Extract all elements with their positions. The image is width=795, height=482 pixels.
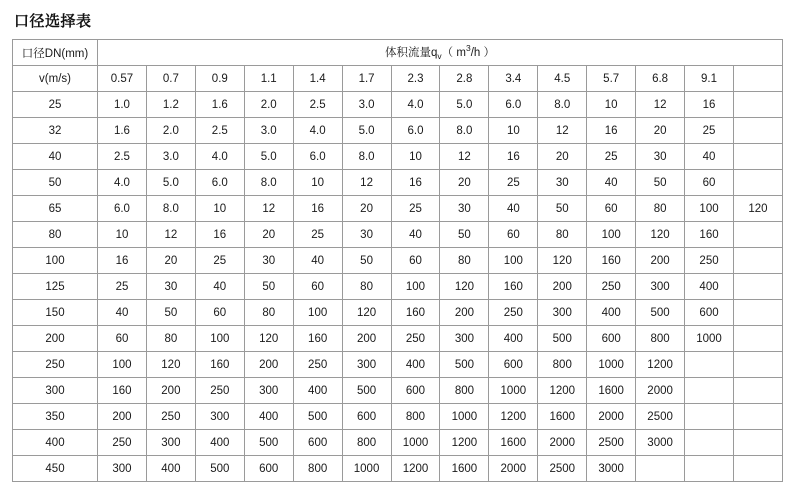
data-cell: 6.0 bbox=[98, 196, 147, 222]
data-cell: 400 bbox=[391, 352, 440, 378]
row-header-dn: 250 bbox=[13, 352, 98, 378]
data-cell: 1200 bbox=[636, 352, 685, 378]
data-cell: 30 bbox=[538, 170, 587, 196]
flow-label-prefix: 体积流量q bbox=[385, 47, 438, 60]
table-row bbox=[13, 378, 783, 404]
data-cell: 2000 bbox=[587, 404, 636, 430]
data-cell: 800 bbox=[440, 378, 489, 404]
data-cell bbox=[636, 456, 685, 482]
data-cell: 160 bbox=[391, 300, 440, 326]
data-cell: 120 bbox=[342, 300, 391, 326]
data-cell: 20 bbox=[538, 144, 587, 170]
data-cell: 1200 bbox=[391, 456, 440, 482]
row-header-dn: 65 bbox=[13, 196, 98, 222]
data-cell: 25 bbox=[98, 274, 147, 300]
data-cell: 5.0 bbox=[146, 170, 195, 196]
row-header-dn: 25 bbox=[13, 92, 98, 118]
data-cell: 40 bbox=[98, 300, 147, 326]
data-cell: 10 bbox=[195, 196, 244, 222]
data-cell: 8.0 bbox=[146, 196, 195, 222]
data-cell: 400 bbox=[244, 404, 293, 430]
velocity-cell: 2.3 bbox=[391, 66, 440, 92]
data-cell: 80 bbox=[146, 326, 195, 352]
data-cell: 60 bbox=[685, 170, 734, 196]
data-cell: 100 bbox=[489, 248, 538, 274]
data-cell: 1.6 bbox=[195, 92, 244, 118]
data-cell: 2500 bbox=[587, 430, 636, 456]
data-cell: 200 bbox=[342, 326, 391, 352]
data-cell: 400 bbox=[195, 430, 244, 456]
data-cell bbox=[733, 404, 782, 430]
data-cell: 100 bbox=[195, 326, 244, 352]
data-cell: 10 bbox=[391, 144, 440, 170]
velocity-cell: 9.1 bbox=[685, 66, 734, 92]
row-header-dn: 50 bbox=[13, 170, 98, 196]
velocity-cell: 4.5 bbox=[538, 66, 587, 92]
data-cell: 250 bbox=[685, 248, 734, 274]
data-cell bbox=[685, 352, 734, 378]
data-cell: 40 bbox=[293, 248, 342, 274]
data-cell bbox=[733, 248, 782, 274]
data-cell: 300 bbox=[342, 352, 391, 378]
row-header-dn: 125 bbox=[13, 274, 98, 300]
table-row bbox=[13, 274, 783, 300]
data-cell bbox=[685, 456, 734, 482]
data-cell: 300 bbox=[146, 430, 195, 456]
table-row bbox=[13, 144, 783, 170]
data-cell: 40 bbox=[391, 222, 440, 248]
table-row bbox=[13, 430, 783, 456]
data-cell bbox=[733, 430, 782, 456]
data-cell: 12 bbox=[440, 144, 489, 170]
data-cell: 1600 bbox=[538, 404, 587, 430]
data-cell: 120 bbox=[733, 196, 782, 222]
velocity-cell: 2.8 bbox=[440, 66, 489, 92]
velocity-row-label: v(m/s) bbox=[13, 66, 98, 92]
table-row bbox=[13, 248, 783, 274]
data-cell: 50 bbox=[538, 196, 587, 222]
data-cell: 160 bbox=[98, 378, 147, 404]
data-cell: 120 bbox=[244, 326, 293, 352]
table-row bbox=[13, 222, 783, 248]
data-cell: 8.0 bbox=[244, 170, 293, 196]
data-cell: 20 bbox=[440, 170, 489, 196]
data-cell: 30 bbox=[636, 144, 685, 170]
data-cell: 80 bbox=[440, 248, 489, 274]
data-cell: 2000 bbox=[538, 430, 587, 456]
data-cell: 200 bbox=[98, 404, 147, 430]
data-cell bbox=[733, 92, 782, 118]
table-row bbox=[13, 196, 783, 222]
data-cell: 50 bbox=[146, 300, 195, 326]
data-cell: 600 bbox=[244, 456, 293, 482]
data-cell: 5.0 bbox=[440, 92, 489, 118]
data-cell: 60 bbox=[587, 196, 636, 222]
flow-label-close: /h ） bbox=[470, 47, 495, 60]
row-header-dn: 350 bbox=[13, 404, 98, 430]
data-cell: 4.0 bbox=[98, 170, 147, 196]
row-header-dn: 300 bbox=[13, 378, 98, 404]
data-cell: 3000 bbox=[636, 430, 685, 456]
data-cell: 500 bbox=[244, 430, 293, 456]
data-cell: 40 bbox=[685, 144, 734, 170]
data-cell: 16 bbox=[293, 196, 342, 222]
data-cell: 100 bbox=[587, 222, 636, 248]
data-cell: 16 bbox=[195, 222, 244, 248]
data-cell: 600 bbox=[489, 352, 538, 378]
data-cell: 300 bbox=[244, 378, 293, 404]
data-cell: 8.0 bbox=[440, 118, 489, 144]
data-cell: 60 bbox=[391, 248, 440, 274]
data-cell bbox=[733, 456, 782, 482]
data-cell: 600 bbox=[685, 300, 734, 326]
velocity-row bbox=[13, 66, 783, 92]
data-cell: 200 bbox=[538, 274, 587, 300]
table-row bbox=[13, 170, 783, 196]
data-cell: 25 bbox=[685, 118, 734, 144]
data-cell: 500 bbox=[342, 378, 391, 404]
data-cell: 12 bbox=[636, 92, 685, 118]
data-cell: 4.0 bbox=[391, 92, 440, 118]
data-cell: 12 bbox=[342, 170, 391, 196]
data-cell bbox=[685, 404, 734, 430]
velocity-cell: 0.9 bbox=[195, 66, 244, 92]
data-cell: 6.0 bbox=[391, 118, 440, 144]
data-cell: 1200 bbox=[440, 430, 489, 456]
data-cell: 400 bbox=[489, 326, 538, 352]
data-cell: 200 bbox=[636, 248, 685, 274]
data-cell: 50 bbox=[244, 274, 293, 300]
data-cell: 800 bbox=[391, 404, 440, 430]
data-cell: 60 bbox=[293, 274, 342, 300]
data-cell: 16 bbox=[98, 248, 147, 274]
data-cell: 25 bbox=[293, 222, 342, 248]
data-cell: 20 bbox=[244, 222, 293, 248]
data-cell: 10 bbox=[293, 170, 342, 196]
row-header-dn: 200 bbox=[13, 326, 98, 352]
data-cell: 800 bbox=[636, 326, 685, 352]
data-cell bbox=[733, 300, 782, 326]
data-cell: 2.5 bbox=[195, 118, 244, 144]
data-cell: 1000 bbox=[440, 404, 489, 430]
data-cell: 400 bbox=[587, 300, 636, 326]
data-cell: 60 bbox=[489, 222, 538, 248]
data-cell: 120 bbox=[538, 248, 587, 274]
data-cell bbox=[733, 170, 782, 196]
data-cell: 400 bbox=[293, 378, 342, 404]
data-cell: 120 bbox=[440, 274, 489, 300]
data-cell: 6.0 bbox=[195, 170, 244, 196]
data-cell: 1600 bbox=[489, 430, 538, 456]
data-cell: 800 bbox=[342, 430, 391, 456]
data-cell: 50 bbox=[342, 248, 391, 274]
velocity-cell: 0.7 bbox=[146, 66, 195, 92]
data-cell bbox=[685, 378, 734, 404]
data-cell: 1600 bbox=[587, 378, 636, 404]
data-cell: 120 bbox=[146, 352, 195, 378]
data-cell bbox=[733, 352, 782, 378]
data-cell: 300 bbox=[636, 274, 685, 300]
data-cell: 2.5 bbox=[98, 144, 147, 170]
data-cell: 200 bbox=[146, 378, 195, 404]
row-header-dn: 32 bbox=[13, 118, 98, 144]
data-cell bbox=[733, 118, 782, 144]
data-cell: 5.0 bbox=[342, 118, 391, 144]
data-cell: 250 bbox=[391, 326, 440, 352]
row-header-dn: 80 bbox=[13, 222, 98, 248]
data-cell: 1.6 bbox=[98, 118, 147, 144]
data-cell: 1000 bbox=[685, 326, 734, 352]
data-cell: 25 bbox=[489, 170, 538, 196]
data-cell bbox=[733, 326, 782, 352]
data-cell: 3000 bbox=[587, 456, 636, 482]
flow-label-sub: v bbox=[437, 51, 442, 62]
table-row bbox=[13, 352, 783, 378]
data-cell: 80 bbox=[636, 196, 685, 222]
data-cell: 25 bbox=[195, 248, 244, 274]
data-cell: 30 bbox=[146, 274, 195, 300]
data-cell bbox=[685, 430, 734, 456]
row-header-dn: 450 bbox=[13, 456, 98, 482]
data-cell: 2000 bbox=[636, 378, 685, 404]
data-cell bbox=[733, 378, 782, 404]
data-cell bbox=[733, 144, 782, 170]
data-cell: 50 bbox=[636, 170, 685, 196]
data-cell: 3.0 bbox=[342, 92, 391, 118]
data-cell: 400 bbox=[146, 456, 195, 482]
data-cell: 200 bbox=[244, 352, 293, 378]
data-cell: 40 bbox=[195, 274, 244, 300]
data-cell: 2.0 bbox=[244, 92, 293, 118]
data-cell: 50 bbox=[440, 222, 489, 248]
data-cell: 500 bbox=[293, 404, 342, 430]
data-cell: 30 bbox=[244, 248, 293, 274]
table-row bbox=[13, 404, 783, 430]
flow-label-sup: 3 bbox=[465, 43, 471, 54]
data-cell: 3.0 bbox=[146, 144, 195, 170]
data-cell: 100 bbox=[293, 300, 342, 326]
data-cell: 250 bbox=[293, 352, 342, 378]
table-row bbox=[13, 92, 783, 118]
data-cell: 25 bbox=[391, 196, 440, 222]
data-cell: 1000 bbox=[391, 430, 440, 456]
data-cell: 80 bbox=[244, 300, 293, 326]
data-cell: 160 bbox=[587, 248, 636, 274]
data-cell: 500 bbox=[440, 352, 489, 378]
data-cell: 12 bbox=[538, 118, 587, 144]
data-cell bbox=[733, 222, 782, 248]
data-cell: 4.0 bbox=[293, 118, 342, 144]
data-cell: 16 bbox=[489, 144, 538, 170]
data-cell: 1200 bbox=[489, 404, 538, 430]
data-cell: 20 bbox=[146, 248, 195, 274]
data-cell: 8.0 bbox=[538, 92, 587, 118]
data-cell: 16 bbox=[685, 92, 734, 118]
data-cell: 160 bbox=[195, 352, 244, 378]
data-cell: 600 bbox=[391, 378, 440, 404]
table-row bbox=[13, 118, 783, 144]
data-cell: 600 bbox=[293, 430, 342, 456]
velocity-cell: 1.4 bbox=[293, 66, 342, 92]
diameter-selection-table bbox=[12, 39, 783, 482]
data-cell: 20 bbox=[342, 196, 391, 222]
data-cell: 16 bbox=[587, 118, 636, 144]
data-cell: 16 bbox=[391, 170, 440, 196]
data-cell: 4.0 bbox=[195, 144, 244, 170]
table-row bbox=[13, 326, 783, 352]
data-cell: 60 bbox=[195, 300, 244, 326]
data-cell: 1000 bbox=[342, 456, 391, 482]
data-cell: 3.0 bbox=[244, 118, 293, 144]
table-header-row bbox=[13, 40, 783, 66]
data-cell: 600 bbox=[587, 326, 636, 352]
data-cell: 300 bbox=[98, 456, 147, 482]
data-cell: 250 bbox=[195, 378, 244, 404]
data-cell: 30 bbox=[342, 222, 391, 248]
data-cell: 1600 bbox=[440, 456, 489, 482]
data-cell: 500 bbox=[538, 326, 587, 352]
data-cell: 80 bbox=[538, 222, 587, 248]
page-title: 口径选择表 bbox=[14, 13, 92, 30]
data-cell: 1.0 bbox=[98, 92, 147, 118]
data-cell: 40 bbox=[489, 196, 538, 222]
table-row bbox=[13, 300, 783, 326]
data-cell: 2500 bbox=[538, 456, 587, 482]
data-cell: 2000 bbox=[489, 456, 538, 482]
data-cell: 8.0 bbox=[342, 144, 391, 170]
table-row bbox=[13, 456, 783, 482]
data-cell: 250 bbox=[146, 404, 195, 430]
flow-label-open: （ m bbox=[441, 47, 466, 60]
row-header-dn: 150 bbox=[13, 300, 98, 326]
data-cell: 10 bbox=[587, 92, 636, 118]
data-cell: 12 bbox=[146, 222, 195, 248]
data-cell: 600 bbox=[342, 404, 391, 430]
data-cell: 120 bbox=[636, 222, 685, 248]
data-cell: 1200 bbox=[538, 378, 587, 404]
table-body bbox=[13, 40, 783, 482]
data-cell: 6.0 bbox=[489, 92, 538, 118]
velocity-cell: 1.1 bbox=[244, 66, 293, 92]
data-cell: 160 bbox=[489, 274, 538, 300]
data-cell: 300 bbox=[195, 404, 244, 430]
data-cell: 160 bbox=[293, 326, 342, 352]
data-cell: 300 bbox=[440, 326, 489, 352]
velocity-cell: 1.7 bbox=[342, 66, 391, 92]
velocity-cell: 0.57 bbox=[98, 66, 147, 92]
data-cell: 200 bbox=[440, 300, 489, 326]
velocity-cell: 5.7 bbox=[587, 66, 636, 92]
data-cell: 40 bbox=[587, 170, 636, 196]
data-cell: 800 bbox=[538, 352, 587, 378]
data-cell: 12 bbox=[244, 196, 293, 222]
header-dn-label: 口径DN(mm) bbox=[13, 40, 98, 66]
data-cell bbox=[733, 274, 782, 300]
data-cell: 500 bbox=[636, 300, 685, 326]
header-flow-label bbox=[98, 40, 783, 66]
row-header-dn: 40 bbox=[13, 144, 98, 170]
data-cell: 160 bbox=[685, 222, 734, 248]
data-cell: 1.2 bbox=[146, 92, 195, 118]
data-cell: 2500 bbox=[636, 404, 685, 430]
data-cell: 10 bbox=[98, 222, 147, 248]
data-cell: 1000 bbox=[587, 352, 636, 378]
data-cell: 100 bbox=[391, 274, 440, 300]
data-cell: 80 bbox=[342, 274, 391, 300]
data-cell: 2.0 bbox=[146, 118, 195, 144]
data-cell: 100 bbox=[98, 352, 147, 378]
data-cell: 1000 bbox=[489, 378, 538, 404]
data-cell: 250 bbox=[98, 430, 147, 456]
data-cell: 400 bbox=[685, 274, 734, 300]
velocity-cell: 3.4 bbox=[489, 66, 538, 92]
data-cell: 500 bbox=[195, 456, 244, 482]
data-cell: 250 bbox=[489, 300, 538, 326]
data-cell: 2.5 bbox=[293, 92, 342, 118]
data-cell: 300 bbox=[538, 300, 587, 326]
data-cell: 30 bbox=[440, 196, 489, 222]
data-cell: 250 bbox=[587, 274, 636, 300]
data-cell: 60 bbox=[98, 326, 147, 352]
data-cell: 6.0 bbox=[293, 144, 342, 170]
velocity-cell bbox=[733, 66, 782, 92]
data-cell: 10 bbox=[489, 118, 538, 144]
row-header-dn: 100 bbox=[13, 248, 98, 274]
data-cell: 5.0 bbox=[244, 144, 293, 170]
data-cell: 25 bbox=[587, 144, 636, 170]
velocity-cell: 6.8 bbox=[636, 66, 685, 92]
data-cell: 100 bbox=[685, 196, 734, 222]
data-cell: 800 bbox=[293, 456, 342, 482]
data-cell: 20 bbox=[636, 118, 685, 144]
row-header-dn: 400 bbox=[13, 430, 98, 456]
